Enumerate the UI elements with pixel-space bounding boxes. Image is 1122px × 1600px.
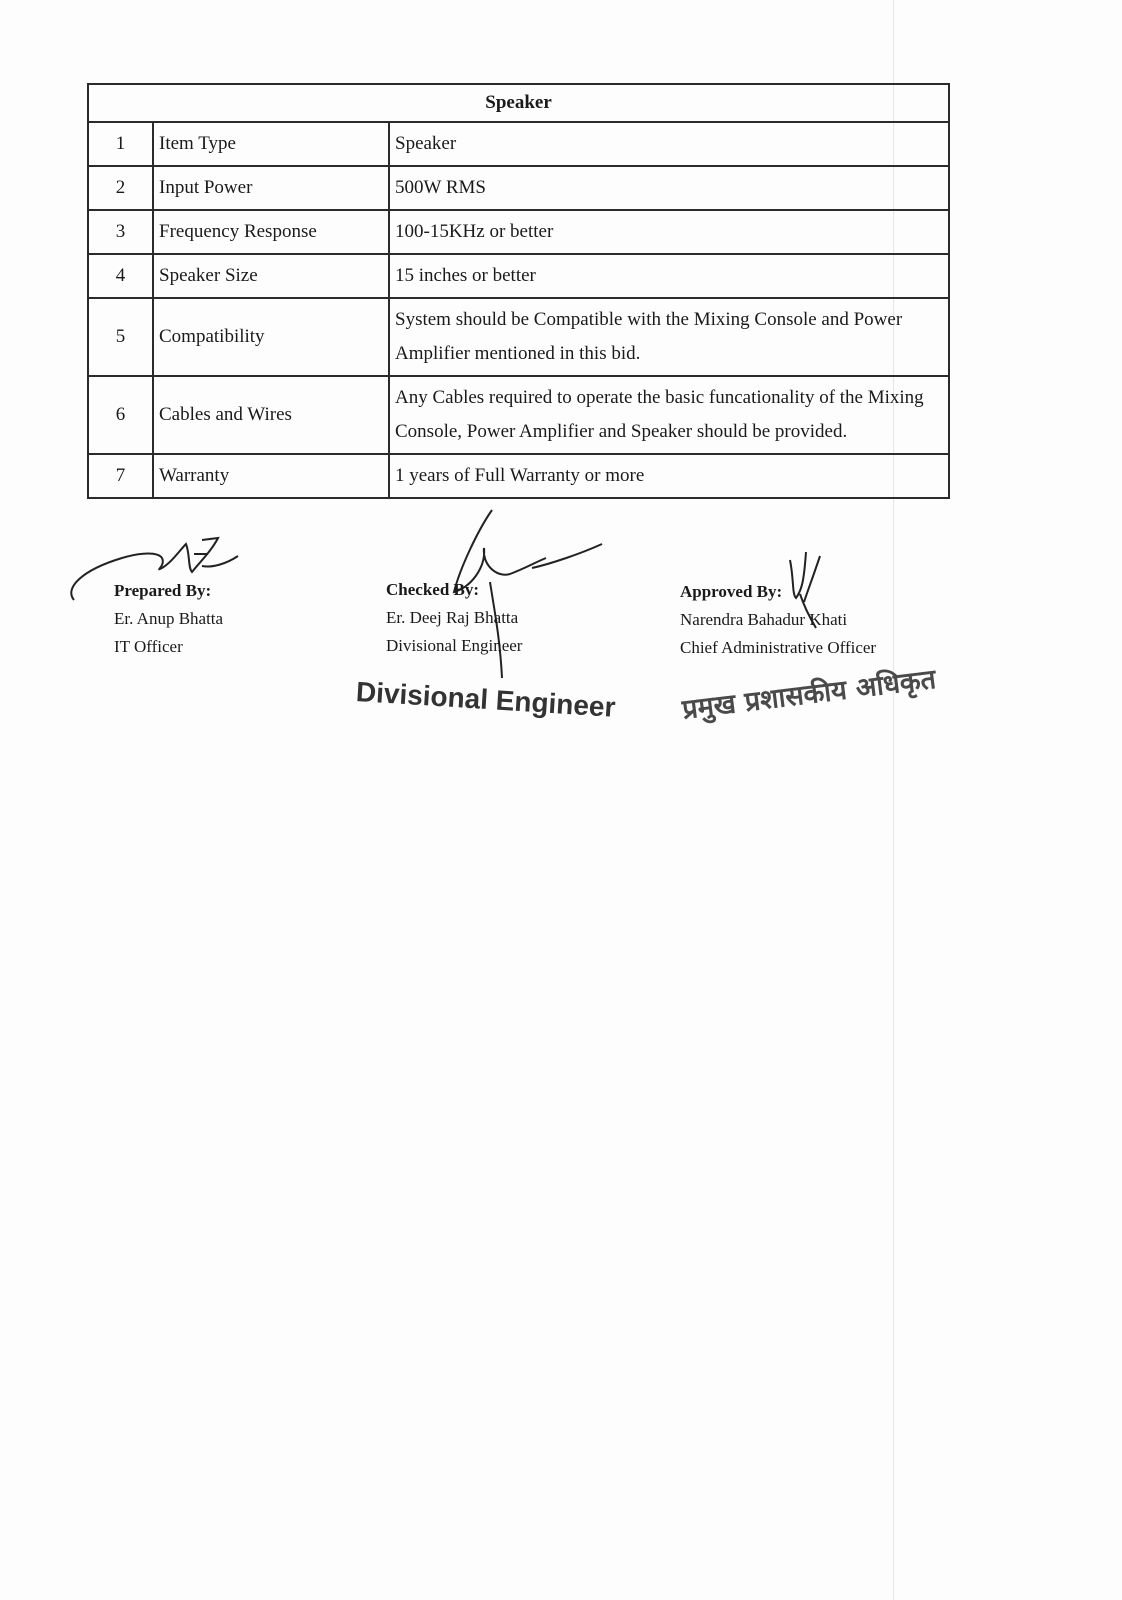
approved-by-title: Chief Administrative Officer: [680, 638, 877, 657]
checked-by-name: Er. Deej Raj Bhatta: [386, 608, 519, 627]
row-item: Speaker Size: [153, 254, 389, 298]
row-number: 4: [88, 254, 153, 298]
row-spec: System should be Compatible with the Mixing Console and Power Amplifier mentioned in this bid.: [389, 298, 949, 376]
approved-by-label: Approved By:: [680, 582, 783, 601]
prepared-by-title: IT Officer: [114, 637, 183, 656]
row-item: Warranty: [153, 454, 389, 498]
prepared-by-label: Prepared By:: [114, 581, 212, 600]
row-number: 2: [88, 166, 153, 210]
row-spec: Any Cables required to operate the basic funcationality of the Mixing Console, Power Amplifier and Speaker should be provided.: [389, 376, 949, 454]
approved-by-block: [680, 578, 876, 662]
table-title: Speaker: [88, 84, 949, 122]
row-item: Input Power: [153, 166, 389, 210]
prepared-by-name: Er. Anup Bhatta: [114, 609, 224, 628]
row-item: Frequency Response: [153, 210, 389, 254]
divisional-engineer-stamp: Divisional Engineer: [355, 676, 617, 723]
table-row: [88, 454, 949, 498]
prepared-by-block: [114, 577, 223, 661]
row-item: Item Type: [153, 122, 389, 166]
checked-by-label: Checked By:: [386, 580, 480, 599]
table-row: [88, 122, 949, 166]
table-row: [88, 254, 949, 298]
row-spec: 100-15KHz or better: [389, 210, 949, 254]
checked-by-block: [386, 576, 522, 660]
row-item: Cables and Wires: [153, 376, 389, 454]
table-title-row: [88, 84, 949, 122]
row-number: 5: [88, 298, 153, 376]
row-spec: 15 inches or better: [389, 254, 949, 298]
approved-by-name: Narendra Bahadur Khati: [680, 610, 848, 629]
chief-admin-officer-stamp: प्रमुख प्रशासकीय अधिकृत: [680, 663, 938, 726]
checked-by-title: Divisional Engineer: [386, 636, 523, 655]
table-row: [88, 298, 949, 376]
row-spec: 500W RMS: [389, 166, 949, 210]
row-spec: Speaker: [389, 122, 949, 166]
row-number: 1: [88, 122, 153, 166]
row-number: 3: [88, 210, 153, 254]
table-row: [88, 210, 949, 254]
speaker-spec-table: [87, 83, 950, 499]
row-spec: 1 years of Full Warranty or more: [389, 454, 949, 498]
table-row: [88, 166, 949, 210]
table-row: [88, 376, 949, 454]
row-number: 6: [88, 376, 153, 454]
row-number: 7: [88, 454, 153, 498]
row-item: Compatibility: [153, 298, 389, 376]
